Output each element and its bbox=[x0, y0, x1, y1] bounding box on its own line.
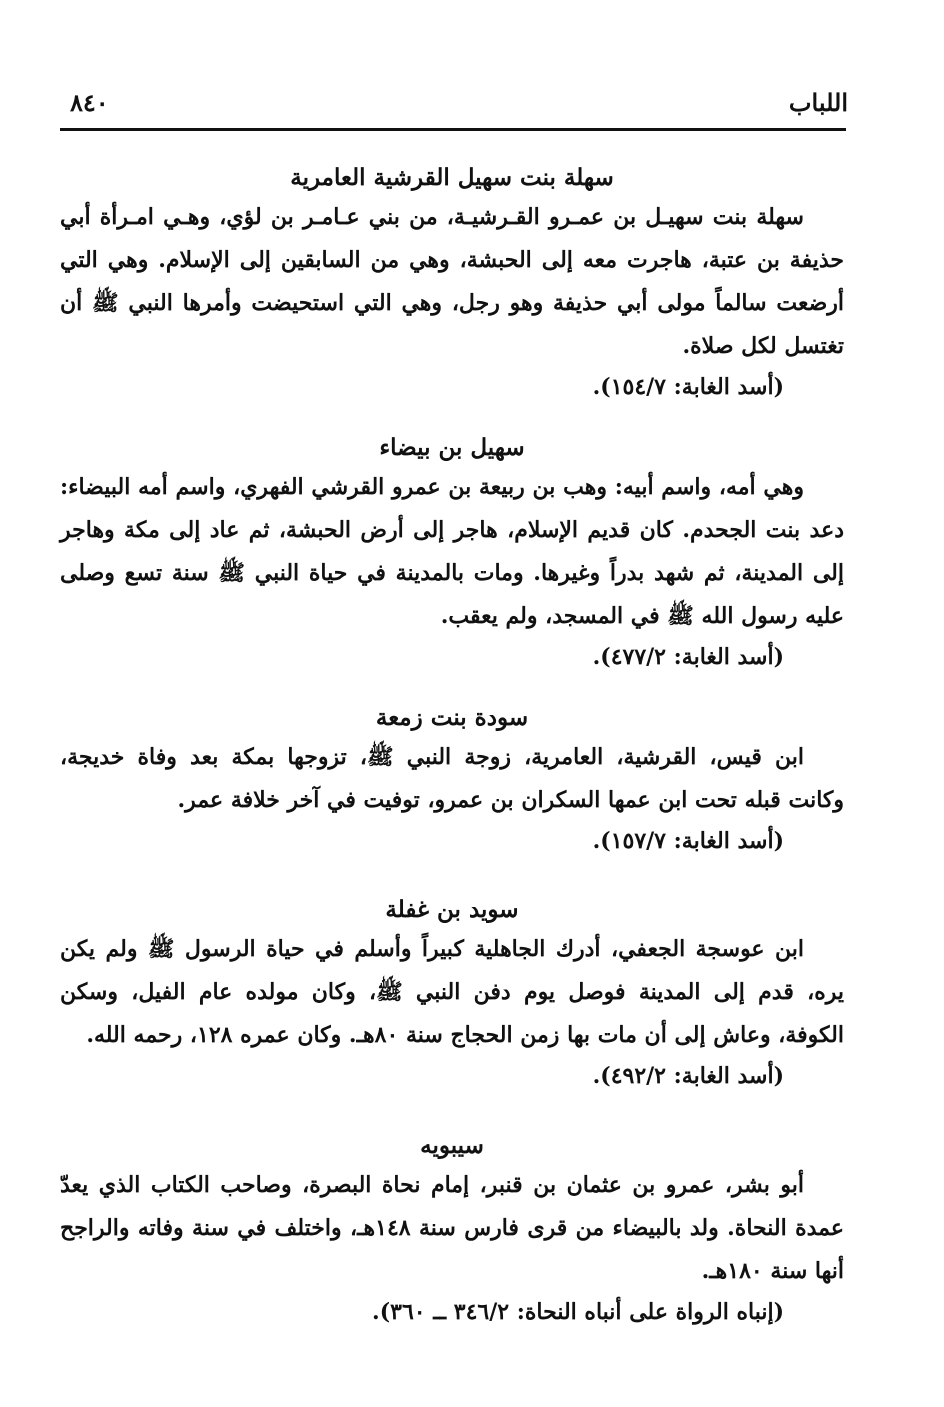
entry-title: سويد بن غفلة bbox=[385, 896, 519, 923]
entry-source: (إنباه الرواة على أنباه النحاة: ٣٤٦/٢ ــ ٣٦٠). bbox=[372, 1299, 784, 1325]
entry-body: ابن عوسجة الجعفي، أدرك الجاهلية كبيراً وأسلم في حياة الرسول ﷺ ولم يكن يره، قدم إلى المدينة فوصل يوم دفن النبي ﷺ، وكان مولده عام الفيل، وسكن الكوفة، وعاش إلى أن مات بها زمن الحجاج سنة ٨٠هـ. وكان عمره ١٢٨، رحمه الله. bbox=[60, 936, 844, 1048]
entry-suwayd-ibn-ghafala bbox=[60, 892, 844, 1095]
entry-body: أبو بشر، عمرو بن عثمان بن قنبر، إمام نحاة البصرة، وصاحب الكتاب الذي يعدّ عمدة النحاة. ولد بالبيضاء من قرى فارس سنة ١٤٨هـ، واختلف في سنة وفاته والراجح أنها سنة ١٨٠هـ. bbox=[60, 1172, 844, 1284]
entry-source: (أسد الغابة: ٤٩٢/٢). bbox=[592, 1063, 784, 1089]
entry-suhayl-ibn-bayda bbox=[60, 430, 844, 676]
page-number: ٨٤٠ bbox=[70, 88, 109, 117]
running-title: اللباب bbox=[788, 88, 848, 117]
header-rule bbox=[60, 128, 846, 131]
entry-title: سهيل بن بيضاء bbox=[379, 434, 525, 461]
entry-sibawayh bbox=[60, 1128, 844, 1331]
entry-body: سهلة بنت سهيـل بن عمـرو القـرشيـة، من بني عـامـر بن لؤي، وهـي امـرأة أبي حذيفة بن عتبة، هاجرت معه إلى الحبشة، وهي من السابقين إلى الإسلام. وهي التي أرضعت سالماً مولى أبي حذيفة وهو رجل، وهي التي استحيضت وأمرها النبي ﷺ أن تغتسل لكل صلاة. bbox=[60, 204, 844, 359]
running-head bbox=[60, 88, 848, 124]
entry-body: وهي أمه، واسم أبيه: وهب بن ربيعة بن عمرو القرشي الفهري، واسم أمه البيضاء: دعد بنت الجحدم. كان قديم الإسلام، هاجر إلى أرض الحبشة، ثم عاد إلى مكة وهاجر إلى المدينة، ثم شهد بدراً وغيرها. ومات بالمدينة في حياة النبي ﷺ سنة تسع وصلى عليه رسول الله ﷺ في المسجد، ولم يعقب. bbox=[60, 474, 844, 629]
entry-title: سهلة بنت سهيل القرشية العامرية bbox=[290, 164, 614, 191]
entry-body: ابن قيس، القرشية، العامرية، زوجة النبي ﷺ، تزوجها بمكة بعد وفاة خديجة، وكانت قبله تحت ابن عمها السكران بن عمرو، توفيت في آخر خلافة عمر. bbox=[60, 744, 844, 813]
entry-source: (أسد الغابة: ١٥٧/٧). bbox=[592, 828, 784, 854]
entry-source: (أسد الغابة: ٤٧٧/٢). bbox=[592, 644, 784, 670]
entry-sahla-bint-suhayl bbox=[60, 160, 844, 406]
entry-source: (أسد الغابة: ١٥٤/٧). bbox=[592, 374, 784, 400]
entry-title: سيبويه bbox=[420, 1132, 484, 1159]
entry-title: سودة بنت زمعة bbox=[375, 704, 529, 731]
entry-sawda-bint-zama bbox=[60, 700, 844, 860]
